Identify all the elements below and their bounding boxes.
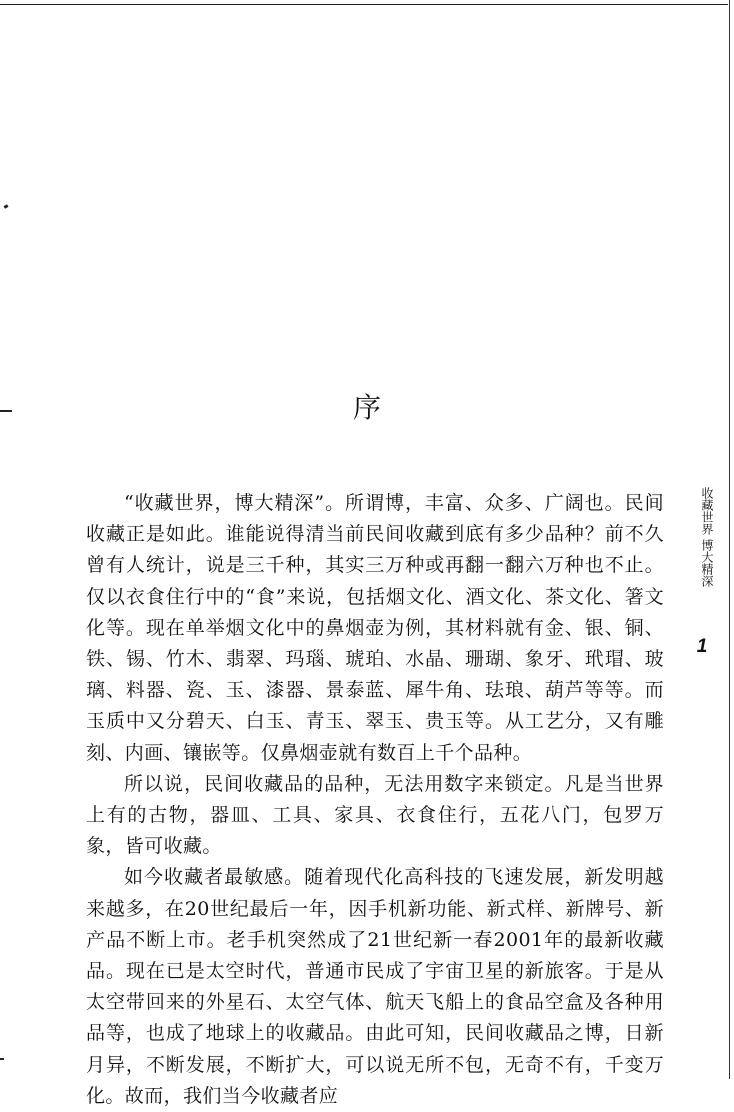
body-text xyxy=(86,488,664,1112)
chapter-title: 序 xyxy=(352,391,381,424)
paragraph: 如今收藏者最敏感。随着现代化高科技的飞速发展，新发明越来越多，在20世纪最后一年，因手机新功能、新式样、新牌号、新产品不断上市。老手机突然成了21世纪新一春2001年的最新收藏品。现在已是太空时代，普通市民成了宇宙卫星的新旅客。于是从太空带回来的外星石、太空气体、航天飞船上的食品空盒及各种用品等，也成了地球上的收藏品。由此可知，民间收藏品之博，日新月异，不断发展，不断扩大，可以说无所不包，无奇不有，千变万化。故而，我们当今收藏者应 xyxy=(86,866,664,1107)
scan-mark xyxy=(0,1058,4,1060)
page-right-edge xyxy=(729,0,730,1079)
scan-mark xyxy=(4,204,9,209)
running-title: 收藏世界 博大精深 xyxy=(700,487,714,587)
paragraph: 所以说，民间收藏品的品种，无法用数字来锁定。凡是当世界上有的古物，器皿、工具、家具、衣食住行，五花八门，包罗万象，皆可收藏。 xyxy=(86,772,664,858)
page-number: 1 xyxy=(696,636,708,657)
paragraph: “收藏世界，博大精深”。所谓博，丰富、众多、广阔也。民间收藏正是如此。谁能说得清当前民间收藏到底有多少品种？前不久曾有人统计，说是三千种，其实三万种或再翻一翻六万种也不止。仅以衣食住行中的“食”来说，包括烟文化、酒文化、茶文化、箸文化等。现在单举烟文化中的鼻烟壶为例，其材料就有金、银、铜、铁、锡、竹木、翡翠、玛瑙、琥珀、水晶、珊瑚、象牙、玳瑁、玻璃、料器、瓷、玉、漆器、景泰蓝、犀牛角、珐琅、葫芦等等。而玉质中又分碧天、白玉、青玉、翠玉、贵玉等。从工艺分，又有雕刻、内画、镶嵌等。仅鼻烟壶就有数百上千个品种。 xyxy=(86,492,664,764)
page-top-edge xyxy=(0,0,728,5)
